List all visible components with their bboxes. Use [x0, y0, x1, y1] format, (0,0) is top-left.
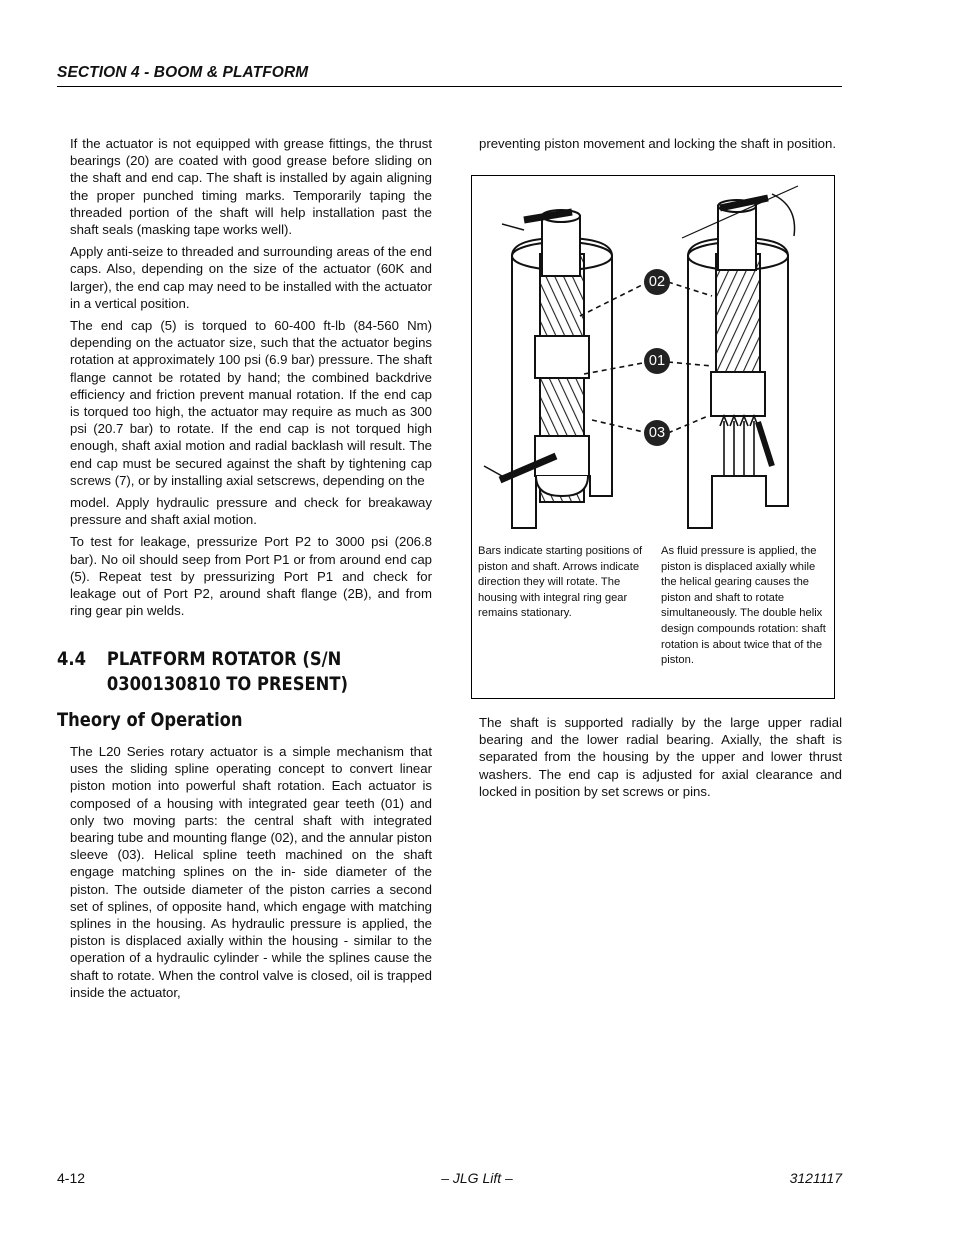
caption-left: Bars indicate starting positions of piston and shaft. Arrows indicate direction they will rotate. The housing with integral ring gear remains stationary. — [478, 545, 643, 620]
section-heading-line2: 0300130810 TO PRESENT) — [106, 673, 348, 695]
rotary-actuator-figure — [471, 175, 835, 699]
right-column-top-text — [479, 135, 842, 157]
section-heading — [57, 647, 384, 697]
callout-03: 03 — [644, 420, 670, 446]
paragraph: model. Apply hydraulic pressure and check for breakaway pressure and shaft axial motion. — [70, 495, 432, 528]
callout-01: 01 — [644, 348, 670, 374]
document-number: 3121117 — [789, 1170, 842, 1186]
subheading: Theory of Operation — [57, 709, 243, 731]
right-column-bottom-text — [479, 714, 842, 805]
paragraph: Apply anti-seize to threaded and surrounding areas of the end caps. Also, depending on the size of the actuator (60K and larger), the end cap may need to be installed with the actuator in a vertical position. — [70, 244, 432, 311]
paragraph: The L20 Series rotary actuator is a simple mechanism that uses the sliding spline operating concept to convert linear piston motion into powerful shaft rotation. Each actuator is composed of a housing with integrated gear teeth (01) and only two moving parts: the central shaft with integrated bearing tube and mounting flange (02), and the annular piston sleeve (03). Helical spline teeth machined on the shaft engage matching splines on the in- side diameter of the piston. The outside diameter of the piston carries a second set of splines, of opposite hand, which engage with matching splines in the housing. As hydraulic pressure is applied, the piston is displaced axially within the housing - similar to the operation of a hydraulic cylinder - while the splines cause the shaft to rotate. When the control valve is closed, oil is trapped inside the actuator, — [70, 744, 432, 1000]
paragraph: The end cap (5) is torqued to 60-400 ft-lb (84-560 Nm) depending on the actuator size, such that the actuator begins rotation at approximately 100 psi (6.9 bar) pressure. The shaft flange cannot be rotated by hand; the combined backdrive efficiency and friction prevent manual rotation. If the end cap is torqued too high, the actuator may require as much as 300 psi (20.7 bar) to rotate. If the end cap is not torqued high enough, shaft axial motion and radial backlash will result. The end cap must be secured against the shaft by tightening cap screws (7), or by installing axial setscrews, depending on the — [70, 318, 432, 488]
paragraph: If the actuator is not equipped with grease fittings, the thrust bearings (20) are coated with good grease before sliding on the shaft and end cap. The shaft is installed by again aligning the proper punched timing marks. Temporarily taping the threaded portion of the shaft will help installation past the shaft seals (masking tape works well). — [70, 136, 432, 238]
paragraph: The shaft is supported radially by the large upper radial bearing and the lower radial bearing. Axially, the shaft is separated from the housing by the upper and lower thrust washers. The end cap is adjusted for axial clearance and locked in position by set screws or pins. — [479, 715, 842, 799]
section-heading-line1: PLATFORM ROTATOR (S/N — [106, 648, 342, 670]
section-header — [57, 64, 842, 87]
page-number: 4-12 — [57, 1170, 86, 1186]
paragraph: preventing piston movement and locking the shaft in position. — [479, 136, 837, 151]
caption-right: As fluid pressure is applied, the piston is displaced axially while the helical gearing causes the piston and shaft to rotate simultaneously. The double helix design compounds rotation: shaft rotation is about twice that of the piston. — [661, 545, 826, 667]
callout-02: 02 — [644, 269, 670, 295]
actuator-left — [484, 210, 612, 528]
theory-text — [70, 743, 432, 1006]
footer-center: – JLG Lift – — [441, 1170, 513, 1186]
left-column-text — [70, 135, 432, 624]
paragraph: To test for leakage, pressurize Port P2 to 3000 psi (206.8 bar). No oil should seep from Port P1 or from around end cap (5). Repeat test by pressurizing Port P1 and check for leakage out of Port P2, around shaft flange (2B), and from ring gear pin welds. — [70, 534, 432, 619]
actuator-right — [682, 186, 798, 528]
section-title: SECTION 4 - BOOM & PLATFORM — [57, 64, 309, 81]
section-number: 4.4 — [57, 648, 86, 670]
